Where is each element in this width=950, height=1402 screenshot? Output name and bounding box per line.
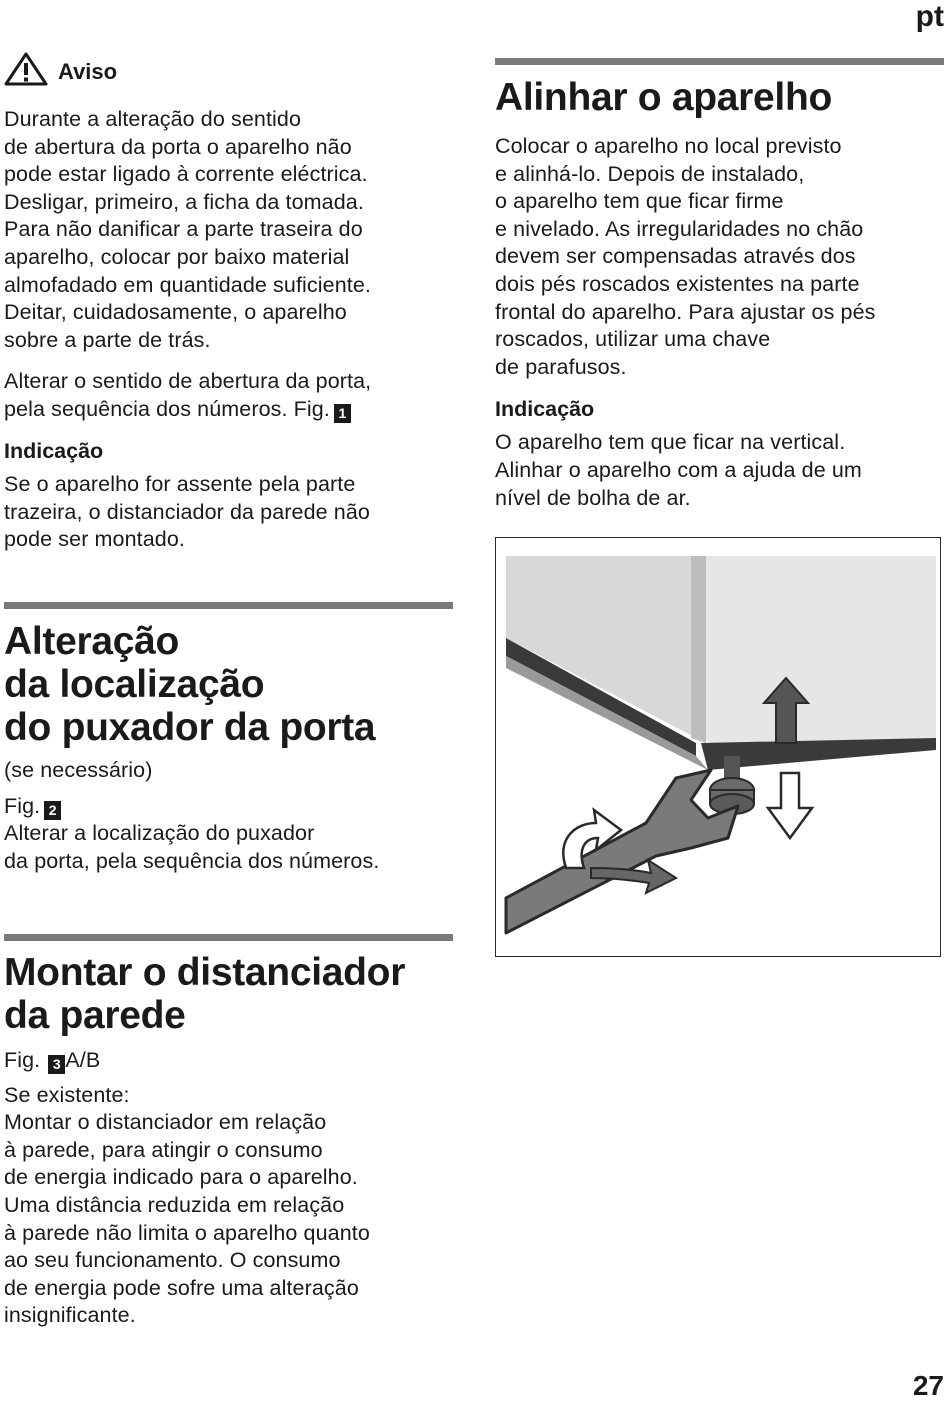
warning-title: Aviso <box>58 58 118 84</box>
spacer-text: Se existente: Montar o distanciador em relação à parede, para atingir o consumo de energia indicado para o aparelho. Uma distância reduzida em relação à parede não limita o aparelho quanto ao seu funcionamento. O consumo de energia pode sofre uma alteração insignificante. <box>4 1082 370 1328</box>
section-rule <box>495 58 944 65</box>
language-code: pt <box>915 0 944 33</box>
section-title-spacer: Montar o distanciador da parede <box>4 951 406 1037</box>
align-note-text: O aparelho tem que ficar na vertical. Alinhar o aparelho com a ajuda de um nível de bolha de ar. <box>495 430 862 510</box>
figure-2-badge: 2 <box>44 801 61 820</box>
warning-triangle-icon <box>4 52 48 91</box>
note-title: Indicação <box>4 439 104 463</box>
section-title-handle: Alteração da localização do puxador da porta <box>4 620 376 749</box>
figure-3-badge: 3 <box>48 1055 65 1074</box>
note-text: Se o aparelho for assente pela parte trazeira, o distanciador da parede não pode ser montado. <box>4 472 370 552</box>
warning-text: Durante a alteração do sentido de abertura da porta o aparelho não pode estar ligado à corrente eléctrica. Desligar, primeiro, a ficha da tomada. Para não danificar a parte traseira do aparelho, colocar por baixo material almofadado em quantidade suficiente. Deitar, cuidadosamente, o aparelho sobre a parte de trás. <box>4 107 371 352</box>
note-block-left <box>4 438 450 554</box>
handle-section <box>4 620 450 875</box>
fig-label: Fig. <box>4 1048 41 1072</box>
handle-text: Alterar a localização do puxador da porta, pela sequência dos números. <box>4 821 380 873</box>
spacer-section <box>4 951 450 1330</box>
sequence-paragraph <box>4 368 450 423</box>
note-title: Indicação <box>495 397 595 422</box>
align-text: Colocar o aparelho no local previsto e alinhá-lo. Depois de instalado, o aparelho tem que ficar firme e nivelado. As irregularidades no chão devem ser compensadas através dos dois pés roscados existentes na parte frontal do aparelho. Para ajustar os pés roscados, utilizar uma chave de parafusos. <box>495 134 876 379</box>
sequence-text: Alterar o sentido de abertura da porta, pela sequência dos números. Fig. <box>4 369 372 421</box>
warning-block <box>4 52 450 354</box>
handle-subtitle: (se necessário) <box>4 758 153 782</box>
section-rule <box>4 934 453 941</box>
page-number: 27 <box>912 1370 944 1401</box>
fig-label: Fig. <box>4 793 41 818</box>
align-section <box>495 76 945 512</box>
section-rule <box>4 602 453 609</box>
adjustable-foot-wrench-illustration <box>495 537 941 957</box>
warning-header <box>4 52 450 91</box>
figure-1-badge: 1 <box>334 404 351 423</box>
section-title-align: Alinhar o aparelho <box>495 76 832 119</box>
fig-suffix: A/B <box>65 1048 101 1072</box>
